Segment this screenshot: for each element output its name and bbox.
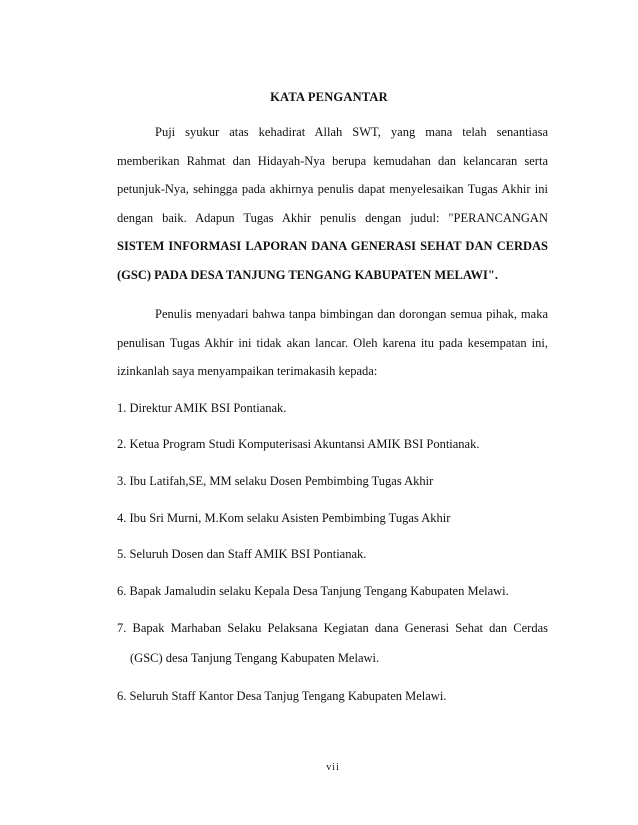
thesis-title-line: SISTEM INFORMASI LAPORAN DANA GENERASI SEHAT DAN CERDAS	[117, 239, 548, 254]
list-item: 2. Ketua Program Studi Komputerisasi Akuntansi AMIK BSI Pontianak.	[117, 437, 480, 451]
paragraph-line: izinkanlah saya menyampaikan terimakasih kepada:	[117, 364, 378, 379]
thesis-title-line: (GSC) PADA DESA TANJUNG TENGANG KABUPATEN MELAWI".	[117, 267, 498, 282]
paragraph-line: Penulis menyadari bahwa tanpa bimbingan dan dorongan semua pihak, maka	[155, 307, 548, 321]
list-item-continuation: (GSC) desa Tanjung Tengang Kabupaten Melawi.	[130, 651, 380, 665]
paragraph-line: dengan baik. Adapun Tugas Akhir penulis dengan judul: "PERANCANGAN	[117, 210, 548, 225]
list-item: 7. Bapak Marhaban Selaku Pelaksana Kegiatan dana Generasi Sehat dan Cerdas	[117, 621, 548, 635]
page-title: KATA PENGANTAR	[270, 90, 388, 104]
paragraph-line: penulisan Tugas Akhir ini tidak akan lancar. Oleh karena itu pada kesempatan ini,	[117, 335, 548, 350]
paragraph-line: memberikan Rahmat dan Hidayah-Nya berupa kemudahan dan kelancaran serta	[117, 153, 548, 168]
paragraph-line: Puji syukur atas kehadirat Allah SWT, yang mana telah senantiasa	[155, 125, 548, 139]
paragraph-line: petunjuk-Nya, sehingga pada akhirnya penulis dapat menyelesaikan Tugas Akhir ini	[117, 182, 548, 197]
list-item: 1. Direktur AMIK BSI Pontianak.	[117, 401, 287, 415]
list-item: 5. Seluruh Dosen dan Staff AMIK BSI Pontianak.	[117, 547, 367, 561]
list-item: 4. Ibu Sri Murni, M.Kom selaku Asisten Pembimbing Tugas Akhir	[117, 511, 451, 525]
list-item: 6. Seluruh Staff Kantor Desa Tanjug Tengang Kabupaten Melawi.	[117, 689, 447, 703]
page-number: vii	[326, 762, 340, 773]
opening-paragraph	[117, 118, 548, 290]
acknowledgement-paragraph	[117, 300, 548, 386]
list-item: 6. Bapak Jamaludin selaku Kepala Desa Tanjung Tengang Kabupaten Melawi.	[117, 584, 509, 598]
list-item: 3. Ibu Latifah,SE, MM selaku Dosen Pembimbing Tugas Akhir	[117, 474, 434, 488]
